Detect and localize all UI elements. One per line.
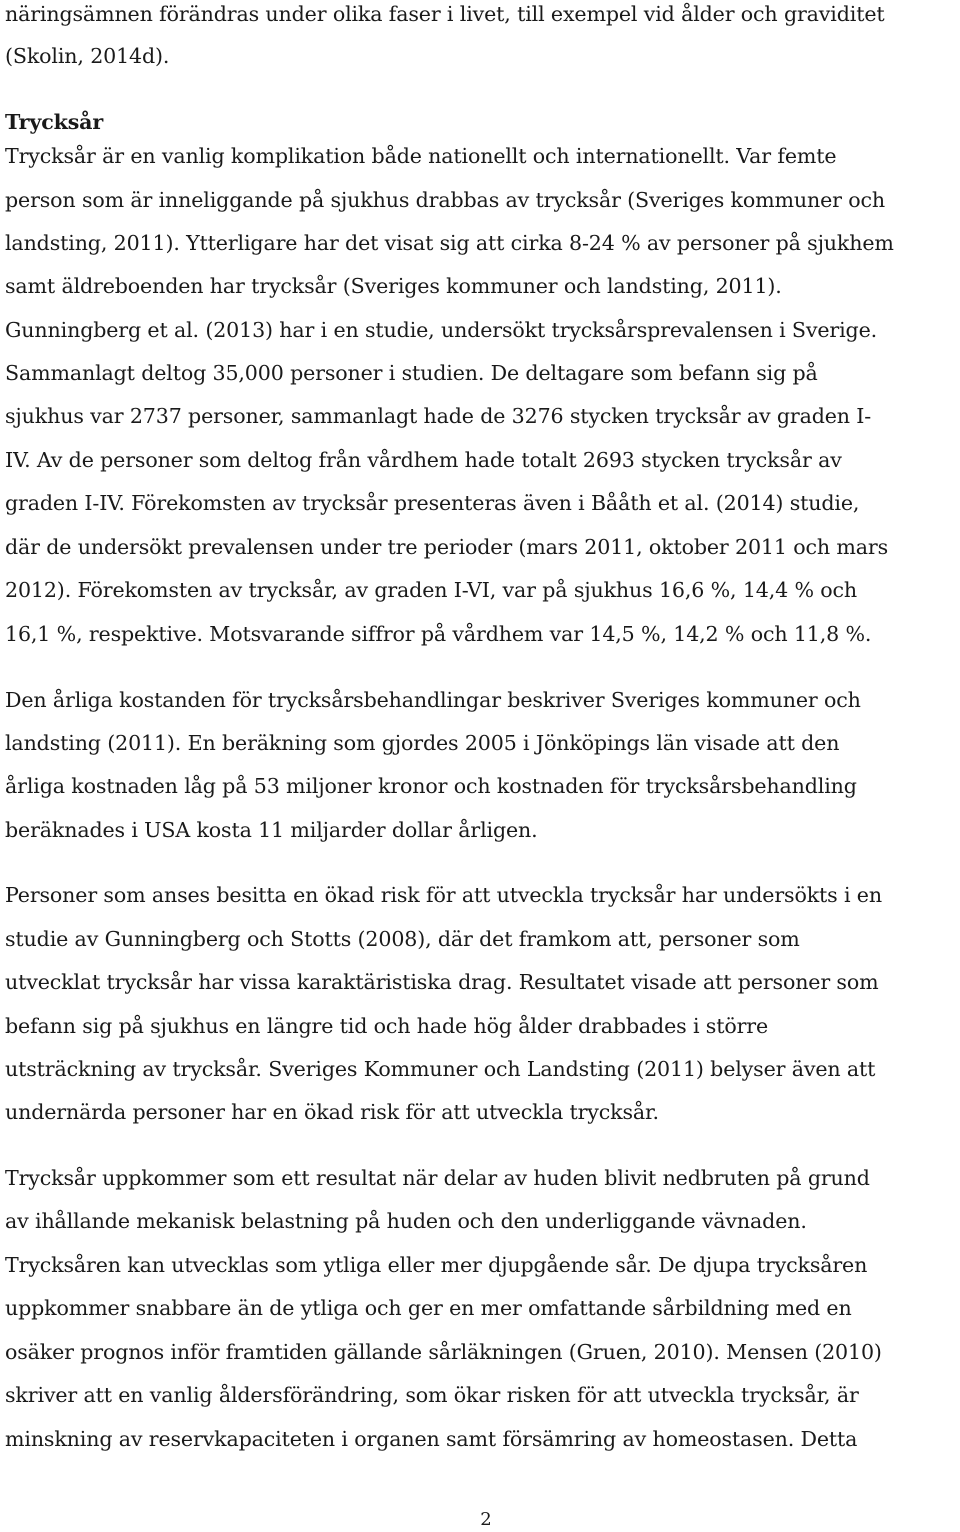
text-line: Trycksår uppkommer som ett resultat när delar av huden blivit nedbruten på grund <box>5 1166 870 1190</box>
page-number: 2 <box>480 1509 492 1530</box>
text-line: beräknades i USA kosta 11 miljarder dollar årligen. <box>5 818 538 842</box>
text-line: Personer som anses besitta en ökad risk för att utveckla trycksår har undersökts i en <box>5 883 882 907</box>
text-line: undernärda personer har en ökad risk för att utveckla trycksår. <box>5 1100 659 1124</box>
text-line: IV. Av de personer som deltog från vårdhem hade totalt 2693 stycken trycksår av <box>5 448 842 472</box>
section-heading: Trycksår <box>5 110 104 134</box>
text-line: sjukhus var 2737 personer, sammanlagt hade de 3276 stycken trycksår av graden I- <box>5 404 872 428</box>
text-line: Trycksår är en vanlig komplikation både nationellt och internationellt. Var femte <box>5 144 837 168</box>
text-line: 16,1 %, respektive. Motsvarande siffror på vårdhem var 14,5 %, 14,2 % och 11,8 %. <box>5 622 872 646</box>
text-line: landsting, 2011). Ytterligare har det visat sig att cirka 8-24 % av personer på sjukhem <box>5 231 894 255</box>
text-line: landsting (2011). En beräkning som gjordes 2005 i Jönköpings län visade att den <box>5 731 840 755</box>
text-line: 2012). Förekomsten av trycksår, av graden I-VI, var på sjukhus 16,6 %, 14,4 % och <box>5 578 858 602</box>
text-line: osäker prognos inför framtiden gällande sårläkningen (Gruen, 2010). Mensen (2010) <box>5 1340 882 1364</box>
text-line: studie av Gunningberg och Stotts (2008), där det framkom att, personer som <box>5 927 800 951</box>
text-line: Gunningberg et al. (2013) har i en studie, undersökt trycksårsprevalensen i Sverige. <box>5 318 877 342</box>
text-line: av ihållande mekanisk belastning på huden och den underliggande vävnaden. <box>5 1209 807 1233</box>
text-line: årliga kostnaden låg på 53 miljoner kronor och kostnaden för trycksårsbehandling <box>5 774 857 798</box>
text-line: Trycksåren kan utvecklas som ytliga eller mer djupgående sår. De djupa trycksåren <box>5 1253 868 1277</box>
text-line: uppkommer snabbare än de ytliga och ger en mer omfattande sårbildning med en <box>5 1296 852 1320</box>
text-line: samt äldreboenden har trycksår (Sveriges kommuner och landsting, 2011). <box>5 274 782 298</box>
text-line: Den årliga kostanden för trycksårsbehandlingar beskriver Sveriges kommuner och <box>5 688 861 712</box>
text-line: minskning av reservkapaciteten i organen samt försämring av homeostasen. Detta <box>5 1427 858 1451</box>
text-line: Sammanlagt deltog 35,000 personer i studien. De deltagare som befann sig på <box>5 361 818 385</box>
text-line: graden I-IV. Förekomsten av trycksår presenteras även i Bååth et al. (2014) studie, <box>5 491 860 515</box>
text-line: där de undersökt prevalensen under tre perioder (mars 2011, oktober 2011 och mars <box>5 535 888 559</box>
text-line: näringsämnen förändras under olika faser i livet, till exempel vid ålder och graviditet <box>5 2 885 26</box>
text-line: befann sig på sjukhus en längre tid och hade hög ålder drabbades i större <box>5 1014 768 1038</box>
text-line: (Skolin, 2014d). <box>5 44 170 68</box>
text-line: utvecklat trycksår har vissa karaktäristiska drag. Resultatet visade att personer som <box>5 970 879 994</box>
text-line: skriver att en vanlig åldersförändring, som ökar risken för att utveckla trycksår, är <box>5 1383 859 1407</box>
text-line: utsträckning av trycksår. Sveriges Kommuner och Landsting (2011) belyser även att <box>5 1057 876 1081</box>
text-line: person som är inneliggande på sjukhus drabbas av trycksår (Sveriges kommuner och <box>5 188 885 212</box>
